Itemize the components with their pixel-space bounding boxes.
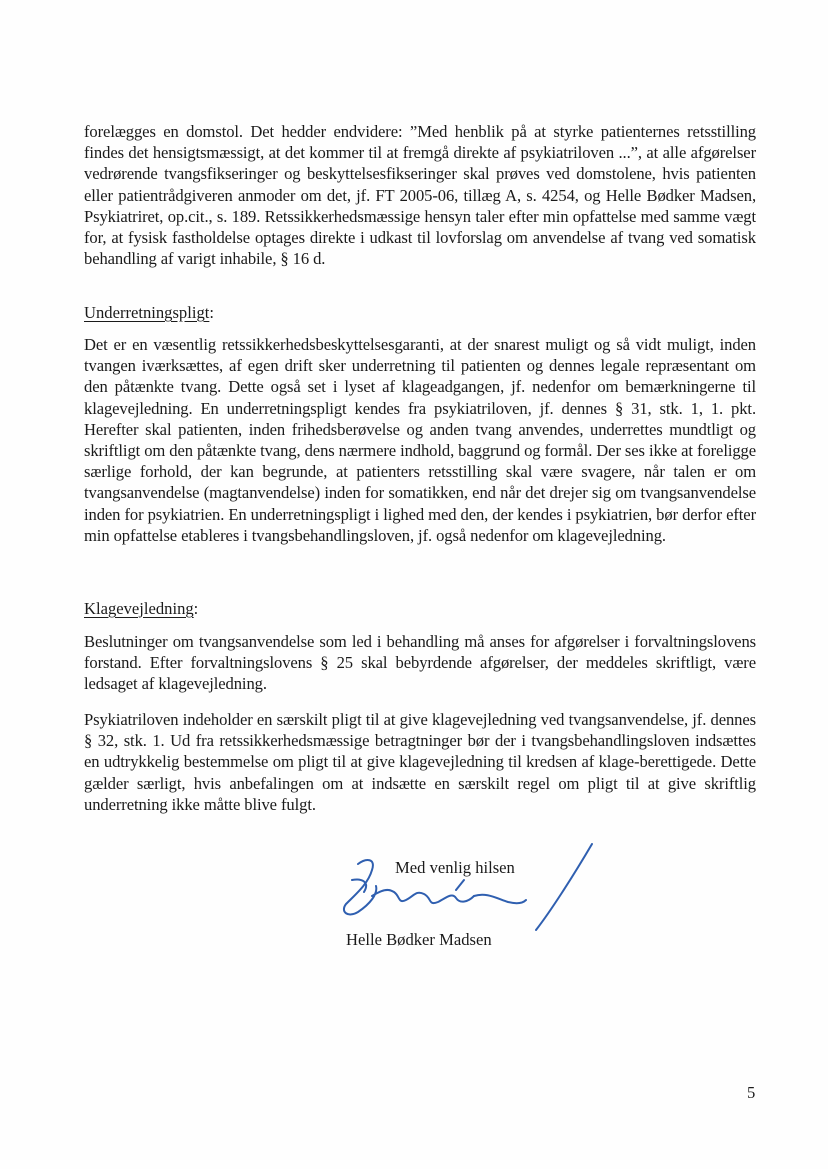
heading-underretningspligt-text: Underretningspligt [84,303,210,322]
section-heading-underretningspligt: Underretningspligt: [84,303,214,322]
closing-greeting: Med venlig hilsen [395,858,515,877]
heading-klagevejledning-text: Klagevejledning [84,599,194,618]
paragraph-psykiatriloven-klagevejledning: Psykiatriloven indeholder en særskilt pligt til at give klagevejledning ved tvangsanvendelse, jf. dennes § 32, stk. 1. Ud fra retssikkerhedsmæssige betragtninger bør der i tvangsbehandlingsloven indsættes en udtrykkelig bestemmelse om pligt til at give klagevejledning til kredsen af klage-berettigede. Dette gælder særligt, hvis anbefalingen om at indsætte en særskilt regel om pligt til at give skriftlig underretning ikke måtte blive fulgt. [84,710,756,814]
signer-name: Helle Bødker Madsen [346,930,492,949]
paragraph-domstol: forelægges en domstol. Det hedder endvidere: ”Med henblik på at styrke patienternes retsstilling findes det hensigtsmæssigt, at det kommer til at fremgå direkte af psykiatriloven ...”, at alle afgørelser vedrørende tvangsfikseringer og beskyttelsesfikseringer skal prøves ved domstolene, hvis patienten eller patientrådgiveren anmoder om det, jf. FT 2005-06, tillæg A, s. 4254, og Helle Bødker Madsen, Psykiatriret, op.cit., s. 189. Retssikkerhedsmæssige hensyn taler efter min opfattelse med samme vægt for, at fysisk fastholdelse optages direkte i udkast til lovforslag om anvendelse af tvang ved somatisk behandling af varigt inhabile, § 16 d. [84,122,756,269]
paragraph-underretningspligt: Det er en væsentlig retssikkerhedsbeskyttelsesgaranti, at der snarest muligt og så vidt muligt, inden tvangen iværksættes, af egen drift sker underretning til patienten og dennes legale repræsentant om den påtænkte tvang. Dette også set i lyset af klageadgangen, jf. nedenfor om bemærkningerne til klagevejledning. En underretningspligt kendes fra psykiatriloven, jf. dennes § 31, stk. 1, 1. pkt. Herefter skal patienten, inden frihedsberøvelse og anden tvang anvendes, underrettes mundtligt og skriftligt om den påtænkte tvang, dens nærmere indhold, baggrund og formål. Der ses ikke at foreligge særlige forhold, der kan begrunde, at patienters retsstilling skal være svagere, når talen er om tvangsanvendelse (magtanvendelse) inden for somatikken, end når det drejer sig om tvangsanvendelse inden for psykiatrien. En underretningspligt i lighed med den, der kendes i psykiatrien, bør derfor efter min opfattelse etableres i tvangsbehandlingsloven, jf. også nedenfor om klagevejledning. [84,335,756,545]
handwritten-signature [336,842,606,932]
page-number: 5 [747,1083,756,1102]
paragraph-afgoerelser: Beslutninger om tvangsanvendelse som led i behandling må anses for afgørelser i forvaltningslovens forstand. Efter forvaltningslovens § 25 skal bebyrdende afgørelser, der meddeles skriftligt, være ledsaget af klagevejledning. [84,632,756,694]
section-heading-klagevejledning: Klagevejledning: [84,599,199,618]
